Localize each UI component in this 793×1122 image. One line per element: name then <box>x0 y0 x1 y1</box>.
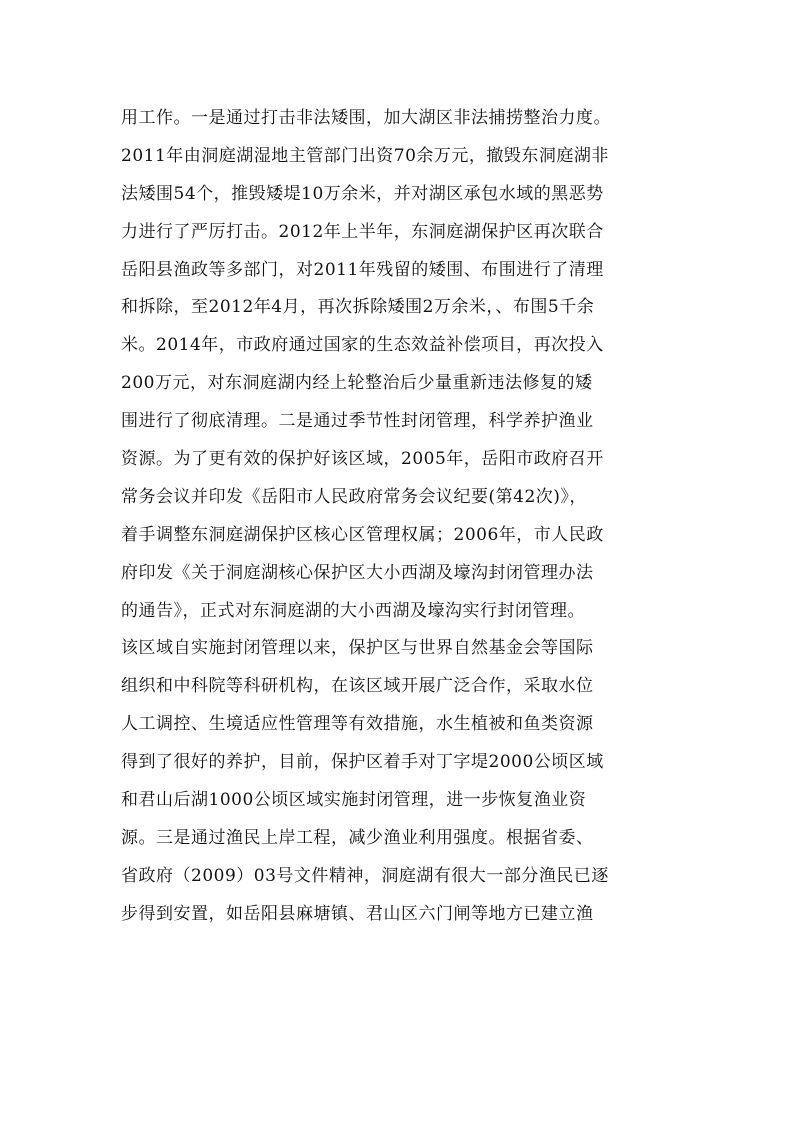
text-line: 省政府（2009）03号文件精神，洞庭湖有很大一部分渔民已逐 <box>121 865 609 886</box>
text-line: 2011年由洞庭湖湿地主管部门出资70余万元，撤毁东洞庭湖非 <box>121 145 609 166</box>
text-line: 得到了很好的养护，目前，保护区着手对丁字堤2000公顷区域 <box>121 752 604 773</box>
text-line: 200万元，对东洞庭湖内经上轮整治后少量重新违法修复的矮 <box>121 373 593 394</box>
text-line: 组织和中科院等科研机构，在该区域开展广泛合作，采取水位 <box>121 676 594 697</box>
text-line: 源。三是通过渔民上岸工程，减少渔业利用强度。根据省委、 <box>121 827 594 848</box>
text-line: 围进行了彻底清理。二是通过季节性封闭管理，科学养护渔业 <box>121 411 594 432</box>
text-line: 米。2014年，市政府通过国家的生态效益补偿项目，再次投入 <box>121 335 604 356</box>
text-line: 常务会议并印发《岳阳市人民政府常务会议纪要(第42次)》， <box>121 486 587 507</box>
text-line: 该区域自实施封闭管理以来，保护区与世界自然基金会等国际 <box>121 638 594 659</box>
text-line: 人工调控、生境适应性管理等有效措施，水生植被和鱼类资源 <box>121 714 594 735</box>
text-line: 着手调整东洞庭湖保护区核心区管理权属；2006年，市人民政 <box>121 524 604 545</box>
text-line: 和君山后湖1000公顷区域实施封闭管理，进一步恢复渔业资 <box>121 790 587 811</box>
text-line: 用工作。一是通过打击非法矮围，加大湖区非法捕捞整治力度。 <box>121 108 611 128</box>
text-line: 和拆除，至2012年4月，再次拆除矮围2万余米，、布围5千余 <box>121 297 595 318</box>
text-line: 步得到安置，如岳阳县麻塘镇、君山区六门闸等地方已建立渔 <box>121 903 594 924</box>
text-line: 府印发《关于洞庭湖核心保护区大小西湖及壕沟封闭管理办法 <box>121 562 594 583</box>
text-line: 力进行了严厉打击。2012年上半年，东洞庭湖保护区再次联合 <box>121 221 604 242</box>
text-line: 资源。为了更有效的保护好该区域，2005年，岳阳市政府召开 <box>121 449 604 470</box>
text-line: 法矮围54个，推毁矮堤10万余米，并对湖区承包水域的黑恶势 <box>121 183 604 204</box>
text-line: 的通告》，正式对东洞庭湖的大小西湖及壕沟实行封闭管理。 <box>121 600 585 621</box>
text-line: 岳阳县渔政等多部门，对2011年残留的矮围、布围进行了清理 <box>121 259 604 280</box>
body-text <box>121 100 678 934</box>
